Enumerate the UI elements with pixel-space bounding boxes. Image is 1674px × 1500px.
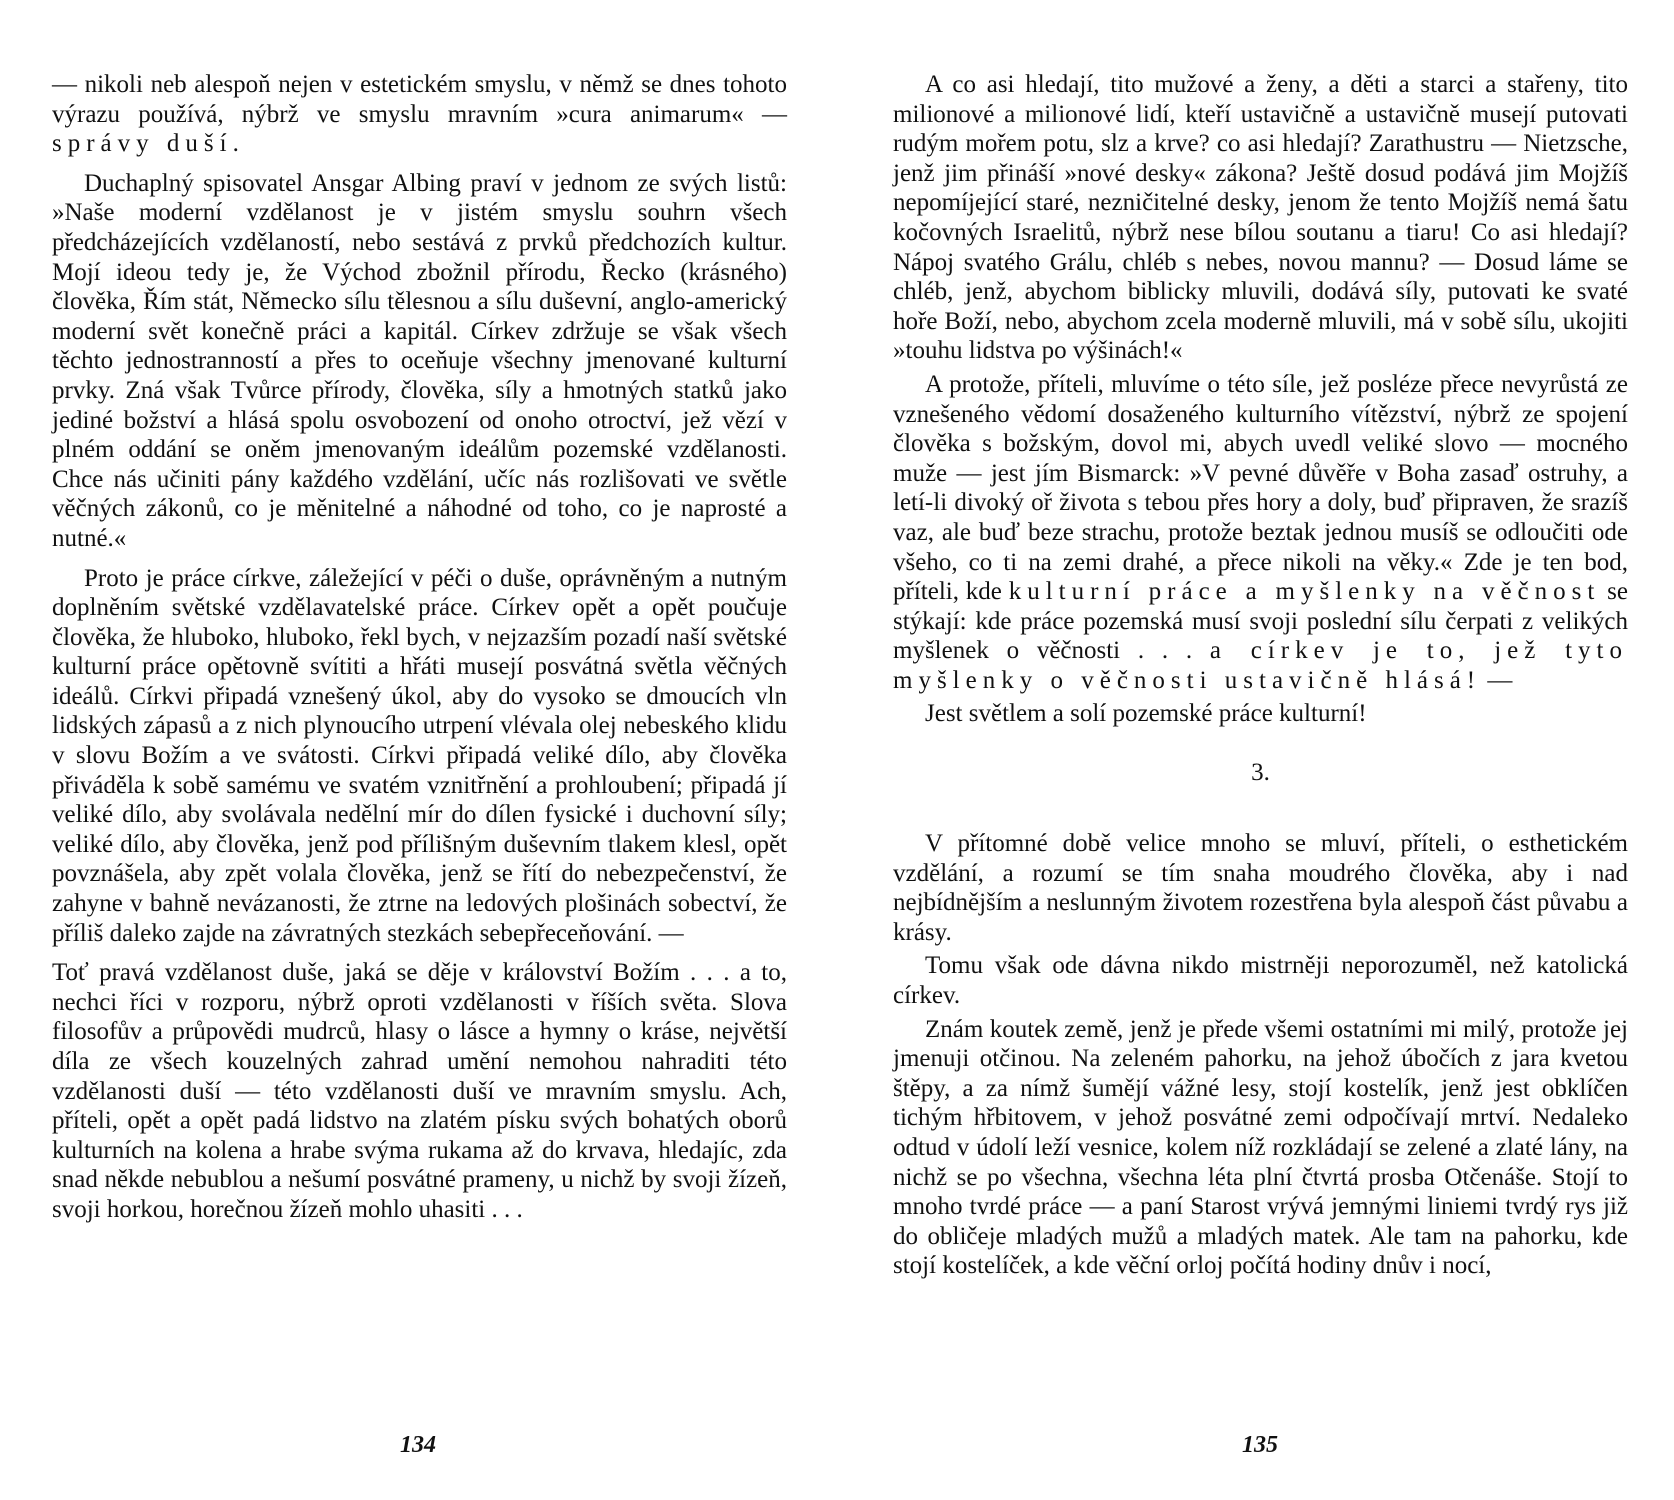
right-page-section-text [893, 829, 1628, 1281]
spaced-emphasis: kulturní práce a myšlenky na věčnost [1008, 578, 1601, 606]
page-number-right: 135 [1242, 1432, 1278, 1458]
left-page-text [52, 70, 787, 1225]
left-paragraph-4: Toť pravá vzdělanost duše, jaká se děje v království Božím . . . a to, nechci říci v rozporu, nýbrž oproti vzdělanosti v říších světa. Slova filosofův a průpovědi mudrců, hlasy o lásce a hymny o kráse, největší díla ze všech kouzelných zahrad umění nemohou nahraditi této vzdělanosti duší — této vzdělanosti duší ve mravním smyslu. Ach, příteli, opět a opět padá lidstvo na zlatém písku svých bohatých oborů kulturních na kolena a hrabe svýma rukama až do krvava, hledajíc, zda snad někde nebublou a nešumí posvátné prameny, u nichž by svoji žízeň, svoji horkou, horečnou žízeň mohlo uhasiti . . . [52, 959, 787, 1223]
right-paragraph-5: Tomu však ode dávna nikdo mistrněji neporozuměl, než katolická církev. [893, 952, 1628, 1010]
page-number-left: 134 [400, 1432, 436, 1458]
left-paragraph-1: — nikoli neb alespoň nejen v estetickém smyslu, v němž se dnes tohoto výrazu používá, nýbrž ve smyslu mravním »cura animarum« — správy duší. [52, 71, 787, 158]
spaced-emphasis: a církev je to, jež tyto myšlenky o věčnosti ustavičně hlásá! [893, 637, 1628, 694]
left-page [52, 70, 787, 1235]
spaced-emphasis: správy duší. [52, 130, 245, 158]
right-paragraph-3: Jest světlem a solí pozemské práce kulturní! [925, 700, 1367, 728]
section-number: 3. [1251, 759, 1270, 787]
left-paragraph-2: Duchaplný spisovatel Ansgar Albing praví v jednom ze svých listů: »Naše moderní vzdělanost je v jistém smyslu souhrn všech předcházejících vzdělaností, nebo sestává z prvků předchozích kultur. Mojí ideou tedy je, že Východ zbožnil přírodu, Řecko (krásného) člověka, Řím stát, Německo sílu tělesnou a sílu duševní, anglo-americký moderní svět konečně práci a kapitál. Církev zdržuje se však všech těchto jednostranností a přes to oceňuje všechny jmenované kulturní prvky. Zná však Tvůrce přírody, člověka, síly a hmotných statků jako jediné božství a hlásá spolu osvobození od onoho otroctví, jež vězí v plném oddání se oněm jmenovaným ideálům pozemské vzdělanosti. Chce nás učiniti pány každého vzdělání, učíc nás rozlišovati ve světle věčných zákonů, co je měnitelné a náhodné od toho, co je naprosté a nutné.« [52, 169, 787, 552]
right-page [893, 70, 1628, 1285]
left-paragraph-3: Proto je práce církve, záležející v péči o duše, oprávněným a nutným doplněním světské vzdělavatelské práce. Církev opět a opět poučuje člověka, že hluboko, hluboko, řekl bych, v nejzazším pozadí naší světské kulturní práce opětovně svítiti a hřáti musejí posvátná světla věčných ideálů. Církvi připadá vznešený úkol, aby do vysoko se dmoucích vln lidských zápasů a z nich plynoucího utrpení vlévala olej nebeského klidu v slovu Božím a ve svátosti. Církvi připadá veliké dílo, aby člověka přiváděla k sobě samému ve svatém vznitřnění a prohloubení; připadá jí veliké dílo, aby svolávala nedělní mír do dílen fysické i duchovní síly; veliké dílo, aby člověka, jenž pod přílišným duševním tlakem klesl, opět povznášela, aby zpět volala člověka, jenž se řítí do nebezpečenství, že zahyne v bahně nevázanosti, že ztrne na ledových plošinách sobectví, že příliš daleko zajde na závratných stezkách sebepřeceňování. — [52, 564, 787, 947]
right-paragraph-2: A protože, příteli, mluvíme o této síle, jež posléze přece nevyrůstá ze vznešeného vědomí dosaženého kulturního vítězství, nýbrž ze spojení člověka s božským, dovol mi, abych uvedl veliké slovo — mocného muže — jest jím Bismarck: »V pevné důvěře v Boha zasaď ostruhy, a letí-li divoký oř života s tebou přes hory a doly, buď připraven, že srazíš vaz, ale buď beze strachu, protože beztak jednou musíš se odloučiti ode všeho, co ti na zemi drahé, a přece nikoli na věky.« Zde je ten bod, příteli, kde kulturní práce a myšlenky na věčnost se stýkají: kde práce pozemská musí svoji poslední sílu čerpati z velikých myšlenek o věčnosti . . . a církev je to, jež tyto myšlenky o věčnosti ustavičně hlásá! — [893, 370, 1628, 694]
right-page-text [893, 70, 1628, 729]
right-paragraph-4: V přítomné době velice mnoho se mluví, příteli, o esthetickém vzdělání, a rozumí se tím snaha moudrého člověka, aby i nad nejbídnějším a neslunným životem rozestřena byla alespoň část půvabu a krásy. [893, 830, 1628, 946]
right-paragraph-6: Znám koutek země, jenž je přede všemi ostatními mi milý, protože jej jmenuji otčinou. Na zeleném pahorku, na jehož úbočích z jara kvetou štěpy, a za nímž šumějí vážné lesy, stojí kostelík, jenž jest obklíčen tichým hřbitovem, v jehož posvátné zemi odpočívají mrtví. Nedaleko odtud v údolí leží vesnice, kolem níž rozkládají se zelené a zlaté lány, na nichž se po všechna, všechna léta plní čtvrtá prosba Otčenáše. Stojí to mnoho tvrdé práce — a paní Starost vrývá jemnými liniemi tvrdý rys již do obličeje mladých mužů a mladých matek. Ale tam na pahorku, kde stojí kostelíček, a kde věční orloj počítá hodiny dnův i nocí, [893, 1015, 1628, 1280]
right-paragraph-1: A co asi hledají, tito mužové a ženy, a děti a starci a stařeny, tito milionové a milionové lidí, kteří ustavičně a ustavičně musejí putovati rudým mořem potu, slz a krve? co asi hledají? Zarathustru — Nietzsche, jenž jim přináší »nové desky« zákona? Ještě dosud podává jim Mojžíš nepomíjející staré, nezničitelné desky, jenom že tento Mojžíš nemá šatu kočovných Israelitů, nýbrž nese bílou soutanu a tiaru! Co asi hledají? Nápoj svatého Grálu, chléb s nebes, novou mannu? — Dosud láme se chléb, jenž, abychom biblicky mluvili, dodává síly, putovati ke svaté hoře Boží, nebo, abychom zcela moderně mluvili, má v sobě sílu, ukojiti »touhu lidstva po výšinách!« [893, 71, 1628, 365]
